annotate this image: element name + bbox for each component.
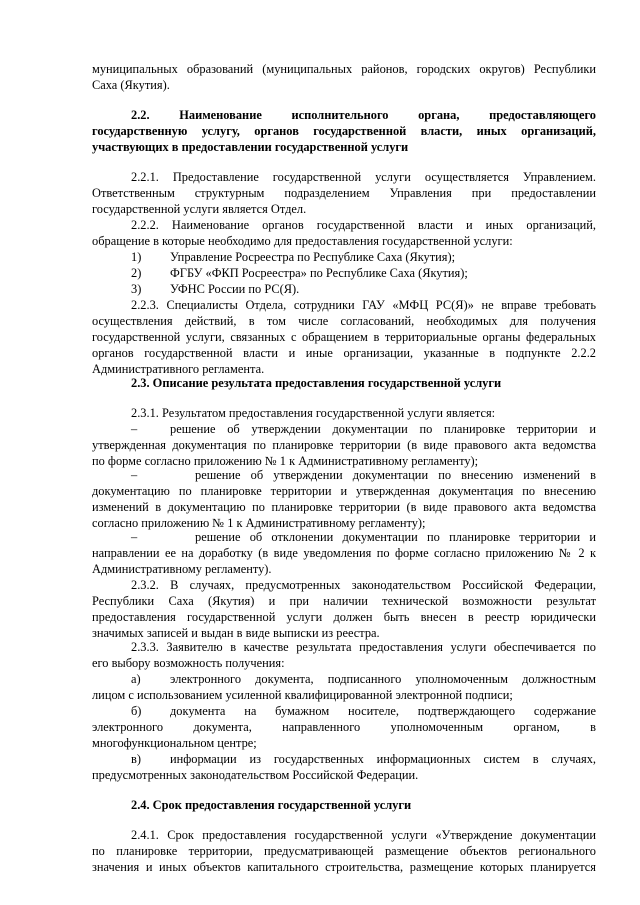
text-line: по форме согласно приложению № 1 к Административному регламенту);: [92, 454, 479, 468]
text-line: государственной услуги, связанных с обращением в территориальные органы федеральных: [92, 330, 596, 344]
section-heading-line: участвующих в предоставлении государственной услуги: [92, 140, 409, 154]
list-marker: 2): [131, 266, 142, 280]
section-heading-line: государственную услугу, органов государственной власти, иных организаций,: [92, 124, 596, 138]
text-line: изменений в документацию по планировке территории (в виде правового акта ведомства: [92, 500, 596, 514]
text-line: Управление Росреестра по Республике Саха (Якутия);: [170, 250, 456, 264]
text-line: значения и иных объектов капитального строительства, размещение которых планируется: [92, 860, 596, 874]
list-marker: –: [131, 468, 138, 482]
text-line: органов государственной власти и иные организации, указанные в подпункте 2.2.2: [92, 346, 596, 360]
section-heading-line: 2.4. Срок предоставления государственной услуги: [131, 798, 412, 812]
text-line: 2.3.2. В случаях, предусмотренных законодательством Российской Федерации,: [131, 578, 596, 592]
text-line: предоставления государственной услуги должен быть внесен в реестр юридически: [92, 610, 596, 624]
text-line: Административному регламенту).: [92, 562, 272, 576]
text-line: электронного документа, направленного уполномоченным органом, в: [92, 720, 596, 734]
text-line: решение об отклонении документации по планировке территории и: [195, 530, 596, 544]
text-line: Ответственным структурным подразделением Управления при предоставлении: [92, 186, 596, 200]
text-line: документацию по планировке территории и утвержденная документация по внесению: [92, 484, 596, 498]
text-line: осуществления действий, в том числе согласований, необходимых для получения: [92, 314, 596, 328]
text-line: предусмотренных законодательством Российской Федерации.: [92, 768, 419, 782]
section-heading-line: 2.3. Описание результата предоставления государственной услуги: [131, 376, 502, 390]
list-marker: а): [131, 672, 141, 686]
text-line: утвержденная документация по планировке территории (в виде правового акта ведомства: [92, 438, 596, 452]
text-line: его выбору возможность получения:: [92, 656, 285, 670]
text-line: направлении ее на доработку (в виде уведомления по форме согласно приложению № 2 к: [92, 546, 596, 560]
text-line: государственной услуги является Отдел.: [92, 202, 307, 216]
text-line: согласно приложению № 1 к Административному регламенту);: [92, 516, 426, 530]
text-line: 2.3.1. Результатом предоставления государственной услуги является:: [131, 406, 496, 420]
text-line: 2.2.3. Специалисты Отдела, сотрудники ГАУ «МФЦ РС(Я)» не вправе требовать: [131, 298, 596, 312]
text-line: решение об утверждении документации по внесению изменений в: [195, 468, 596, 482]
text-line: обращение в которые необходимо для предоставления государственной услуги:: [92, 234, 513, 248]
text-line: электронного документа, подписанного уполномоченным должностным: [170, 672, 596, 686]
list-marker: –: [131, 422, 138, 436]
text-line: Республики Саха (Якутия) и при наличии технической возможности результат: [92, 594, 596, 608]
text-line: 2.3.3. Заявителю в качестве результата предоставления услуги обеспечивается по: [131, 640, 596, 654]
text-line: значимых записей и выдан в виде выписки из реестра.: [92, 626, 380, 640]
text-line: информации из государственных информационных систем в случаях,: [170, 752, 596, 766]
text-line: муниципальных образований (муниципальных районов, городских округов) Республики: [92, 62, 596, 76]
text-line: Саха (Якутия).: [92, 78, 170, 92]
text-line: 2.2.2. Наименование органов государственной власти и иных организаций,: [131, 218, 596, 232]
list-marker: в): [131, 752, 141, 766]
text-line: многофункциональном центре;: [92, 736, 257, 750]
text-line: лицом с использованием усиленной квалифицированной электронной подписи;: [92, 688, 513, 702]
text-line: решение об утверждении документации по планировке территории и: [170, 422, 596, 436]
list-marker: 3): [131, 282, 142, 296]
list-marker: б): [131, 704, 142, 718]
text-line: УФНС России по РС(Я).: [170, 282, 300, 296]
text-line: по планировке территории, предусматривающей размещение объектов регионального: [92, 844, 596, 858]
list-marker: 1): [131, 250, 142, 264]
text-line: документа на бумажном носителе, подтверждающего содержание: [170, 704, 596, 718]
list-marker: –: [131, 530, 138, 544]
text-line: 2.2.1. Предоставление государственной услуги осуществляется Управлением.: [131, 170, 596, 184]
text-line: Административного регламента.: [92, 362, 265, 376]
text-line: ФГБУ «ФКП Росреестра» по Республике Саха (Якутия);: [170, 266, 468, 280]
section-heading-line: 2.2. Наименование исполнительного органа, предоставляющего: [131, 108, 596, 122]
text-line: 2.4.1. Срок предоставления государственной услуги «Утверждение документации: [131, 828, 596, 842]
